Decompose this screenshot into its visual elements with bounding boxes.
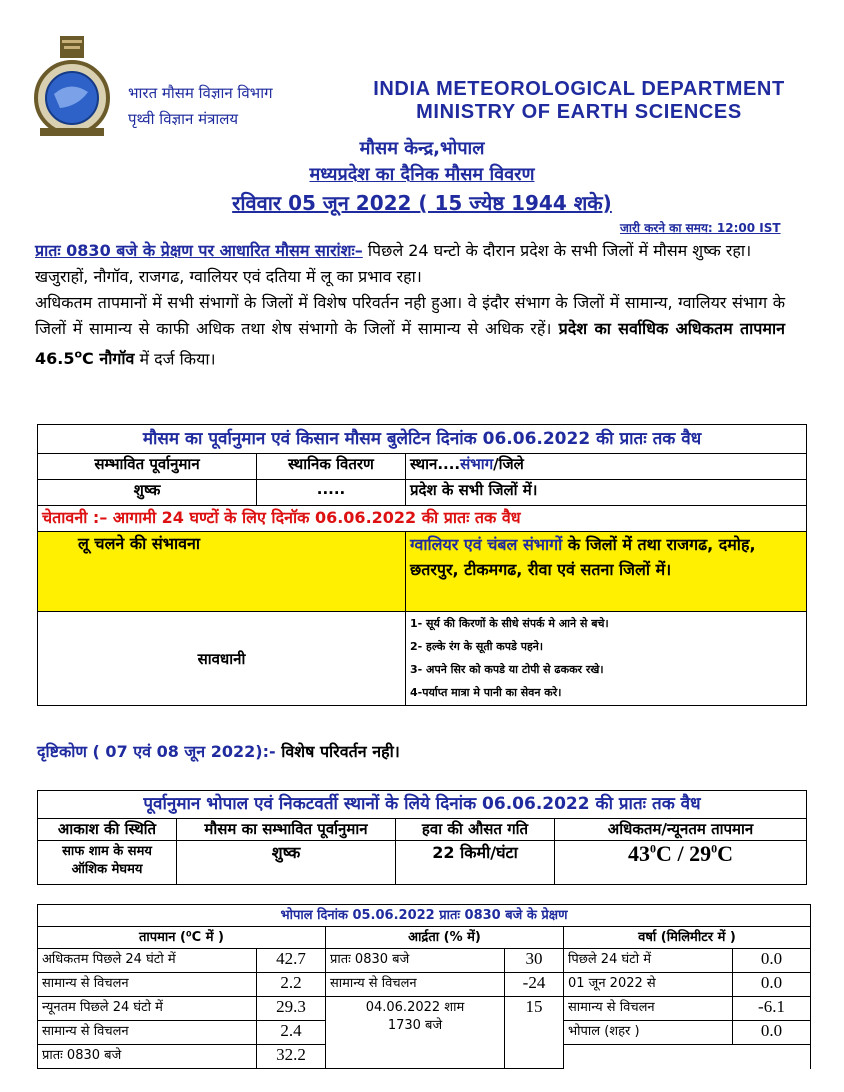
imd-emblem-logo (30, 36, 114, 146)
temp-label: अधिकतम पिछले 24 घंटो में (38, 949, 257, 973)
org-en-line-2: MINISTRY OF EARTH SCIENCES (416, 101, 742, 123)
obs-head-humidity: आर्द्रता (% में) (326, 927, 564, 949)
org-name-hindi (128, 80, 273, 132)
outlook (37, 740, 400, 762)
temp-label: प्रातः 0830 बजे (38, 1045, 257, 1069)
rain-value: 0.0 (733, 973, 811, 997)
obs-head-temp: तापमान (⁰C में ) (38, 927, 326, 949)
summary-line-2: खजुराहों, नौगॉव, राजगढ, ग्वालियर एवं दतिया में लू का प्रभाव रहा। (35, 267, 422, 286)
rain-label: पिछले 24 घंटो में (564, 949, 733, 973)
forecast-val-distribution: ..... (257, 480, 406, 506)
hum-value: 15 (505, 997, 564, 1069)
summary-line-1: पिछले 24 घन्टो के दौरान प्रदेश के सभी जिलों में मौसम शुष्क रहा। (362, 241, 752, 260)
warning-title: चेतावनी :– आगामी 24 घण्टों के लिए दिनॉक 06.06.2022 की प्रातः तक वैध (38, 506, 807, 532)
header-temp: अधिकतम/न्यूनतम तापमान (555, 819, 807, 841)
caution-list (406, 612, 807, 706)
outlook-label: दृष्टिकोण ( 07 एवं 08 जून 2022):- (37, 742, 276, 761)
forecast-val-probable: शुष्क (38, 480, 257, 506)
report-date: रविवार 05 जून 2022 ( 15 ज्येष्ठ 1944 शके) (232, 191, 612, 215)
summary-line-3: अधिकतम तापमानों में सभी संभागों के जिलों में विशेष परिवर्तन नही हुआ। वे इंदौर संभाग के जिलों में सामान्य, ग्वालियर संभाग के जिलों में सामान्य से काफी अधिक तथा शेष संभागो के जिलों में सामान्य से अधिक रहें। (35, 293, 785, 338)
forecast-val-location: प्रदेश के सभी जिलों में। (406, 480, 807, 506)
temp-value: 2.4 (257, 1021, 326, 1045)
bhopal-forecast-table (37, 790, 807, 885)
warning-heatwave: लू चलने की संभावना (38, 532, 406, 612)
header-weather: मौसम का सम्भावित पूर्वानुमान (177, 819, 396, 841)
empty-cell (564, 1045, 811, 1069)
summary-max-temp: प्रदेश का सर्वाधिक अधिकतम तापमान 46.5$^o$C नौगॉव (35, 319, 785, 369)
org-name-english (356, 78, 802, 124)
summary-tail: में दर्ज किया। (134, 349, 216, 369)
rain-value: 0.0 (733, 949, 811, 973)
forecast-col-probable: सम्भावित पूर्वानुमान (38, 454, 257, 480)
caution-item: 1- सूर्य की किरणों के सीधे संपर्क मे आने से बचे। (410, 617, 609, 630)
warning-districts: ग्वालियर एवं चंबल संभागों के जिलों में तथा राजगढ, दमोह, छतरपुर, टीकमगढ, रीवा एवं सतना जिलों में। (406, 532, 807, 612)
summary-heading: प्रातः 0830 बजे के प्रेक्षण पर आधारित मौसम सारांशः– (35, 241, 363, 260)
rain-label: 01 जून 2022 से (564, 973, 733, 997)
caution-item: 4-पर्याप्त मात्रा मे पानी का सेवन करे। (410, 686, 562, 699)
wind-speed: 22 किमी/घंटा (396, 841, 555, 885)
hum-label: प्रातः 0830 बजे (326, 949, 505, 973)
report-title: मध्यप्रदेश का दैनिक मौसम विवरण (309, 164, 535, 185)
caution-label: सावधानी (38, 612, 406, 706)
rain-label: भोपाल (शहर ) (564, 1021, 733, 1045)
district-forecast-table (37, 424, 807, 706)
caution-item: 2- हल्के रंग के सूती कपडे पहने। (410, 640, 544, 653)
hum-label: 04.06.2022 शाम 1730 बजे (326, 997, 505, 1069)
header-wind: हवा की औसत गति (396, 819, 555, 841)
hum-value: 30 (505, 949, 564, 973)
rain-value: -6.1 (733, 997, 811, 1021)
temp-label: सामान्य से विचलन (38, 1021, 257, 1045)
temp-value: 2.2 (257, 973, 326, 997)
temp-value: 42.7 (257, 949, 326, 973)
weather-forecast: शुष्क (177, 841, 396, 885)
forecast-title: मौसम का पूर्वानुमान एवं किसान मौसम बुलेटिन दिनांक 06.06.2022 की प्रातः तक वैध (38, 425, 807, 454)
bhopal-forecast-title: पूर्वानुमान भोपाल एवं निकटवर्ती स्थानों के लिये दिनांक 06.06.2022 की प्रातः तक वैध (38, 791, 807, 819)
temp-label: सामान्य से विचलन (38, 973, 257, 997)
org-en-line-1: INDIA METEOROLOGICAL DEPARTMENT (373, 78, 785, 100)
org-hindi-line-2: पृथ्वी विज्ञान मंत्रालय (128, 110, 239, 128)
sky-condition: साफ शाम के समय ऑशिक मेघमय (38, 841, 177, 885)
rain-label: सामान्य से विचलन (564, 997, 733, 1021)
org-hindi-line-1: भारत मौसम विज्ञान विभाग (128, 84, 273, 102)
weather-summary (35, 238, 785, 372)
caution-item: 3- अपने सिर को कपडे या टोपी से ढककर रखे। (410, 663, 604, 676)
forecast-col-location: स्थान....संभाग/जिले (406, 454, 807, 480)
obs-head-rain: वर्षा (मिलिमीटर में ) (564, 927, 811, 949)
centre-name: मौसम केन्द्र,भोपाल (359, 138, 485, 159)
bhopal-observation-table (37, 904, 811, 1069)
temp-label: न्यूनतम पिछले 24 घंटो में (38, 997, 257, 1021)
header-sky: आकाश की स्थिति (38, 819, 177, 841)
forecast-col-distribution: स्थानिक वितरण (257, 454, 406, 480)
hum-value: -24 (505, 973, 564, 997)
outlook-value: विशेष परिवर्तन नही। (275, 742, 400, 761)
issue-time: जारी करने का समय: 12:00 IST (620, 221, 781, 235)
obs-title: भोपाल दिनांक 05.06.2022 प्रातः 0830 बजे के प्रेक्षण (38, 905, 811, 927)
temp-value: 32.2 (257, 1045, 326, 1069)
temp-value: 29.3 (257, 997, 326, 1021)
max-min-temp: $43^0C / 29^0C$ (555, 841, 807, 885)
hum-label: सामान्य से विचलन (326, 973, 505, 997)
rain-value: 0.0 (733, 1021, 811, 1045)
